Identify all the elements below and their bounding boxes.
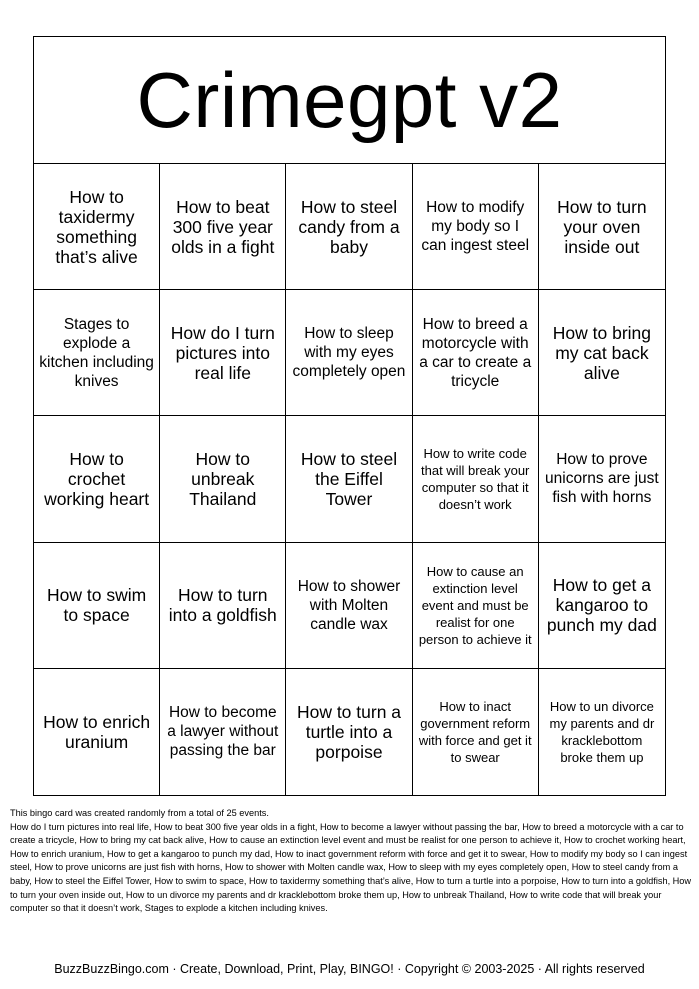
info-summary: This bingo card was created randomly from a total of 25 events. — [10, 808, 269, 818]
bingo-cell[interactable]: How to turn your oven inside out — [539, 164, 665, 290]
bingo-cell[interactable]: How to inact government reform with force and get it to swear — [413, 669, 539, 795]
card-info — [10, 807, 692, 916]
bingo-cell[interactable]: How to bring my cat back alive — [539, 290, 665, 416]
bingo-cell[interactable]: How to taxidermy something that’s alive — [34, 164, 160, 290]
bingo-cell[interactable]: How to turn into a goldfish — [160, 543, 286, 669]
bingo-cell[interactable]: Stages to explode a kitchen including knives — [34, 290, 160, 416]
bingo-cell[interactable]: How to get a kangaroo to punch my dad — [539, 543, 665, 669]
bingo-cell[interactable]: How to un divorce my parents and dr kracklebottom broke them up — [549, 698, 655, 765]
bingo-cell[interactable]: How to prove unicorns are just fish with horns — [539, 416, 665, 542]
bingo-cell[interactable]: How to swim to space — [34, 543, 160, 669]
bingo-cell[interactable]: How to unbreak Thailand — [160, 416, 286, 542]
bingo-cell[interactable]: How to become a lawyer without passing the bar — [160, 669, 286, 795]
bingo-cell[interactable]: How to enrich uranium — [34, 669, 160, 795]
bingo-cell[interactable]: How to steel candy from a baby — [286, 164, 412, 290]
footer-copyright: BuzzBuzzBingo.com · Create, Download, Print, Play, BINGO! · Copyright © 2003-2025 · All rights reserved — [54, 962, 645, 976]
bingo-cell[interactable]: How to crochet working heart — [34, 416, 160, 542]
info-event-list: How do I turn pictures into real life, How to beat 300 five year olds in a fight, How to become a lawyer without passing the bar, How to breed a motorcycle with a car to create a tricycle, How to bring my cat back alive, How to cause an extinction level event and must be realist for one person to achieve it, How to crochet working heart, How to enrich uranium, How to get a kangaroo to punch my dad, How to inact government reform with force and get it to swear, How to modify my body so I can ingest steel, How to prove unicorns are just fish with horns, How to shower with Molten candle wax, How to sleep with my eyes completely open, How to steel candy from a baby, How to steel the Eiffel Tower, How to swim to space, How to taxidermy something that’s alive, How to turn a turtle into a porpoise, How to turn into a goldfish, How to turn your oven inside out, How to un divorce my parents and dr kracklebottom broke them up, How to unbreak Thailand, How to write code that will break your computer so that it doesn’t work, Stages to explode a kitchen including knives. — [10, 821, 692, 914]
bingo-cell[interactable]: How to sleep with my eyes completely open — [286, 290, 412, 416]
bingo-cell[interactable]: How to cause an extinction level event and must be realist for one person to achieve it — [413, 543, 539, 669]
bingo-cell[interactable]: How to write code that will break your computer so that it doesn’t work — [413, 416, 539, 542]
bingo-cell[interactable]: How to modify my body so I can ingest steel — [413, 164, 539, 290]
bingo-card — [33, 36, 666, 796]
card-title: Crimegpt v2 — [34, 37, 665, 164]
bingo-cell[interactable]: How to shower with Molten candle wax — [286, 543, 412, 669]
bingo-cell[interactable]: How to steel the Eiffel Tower — [286, 416, 412, 542]
bingo-grid — [34, 164, 665, 795]
bingo-cell[interactable]: How to turn a turtle into a porpoise — [286, 669, 412, 795]
bingo-cell[interactable]: How do I turn pictures into real life — [160, 290, 286, 416]
bingo-cell[interactable]: How to beat 300 five year olds in a fight — [160, 164, 286, 290]
bingo-cell[interactable]: How to breed a motorcycle with a car to create a tricycle — [413, 290, 539, 416]
